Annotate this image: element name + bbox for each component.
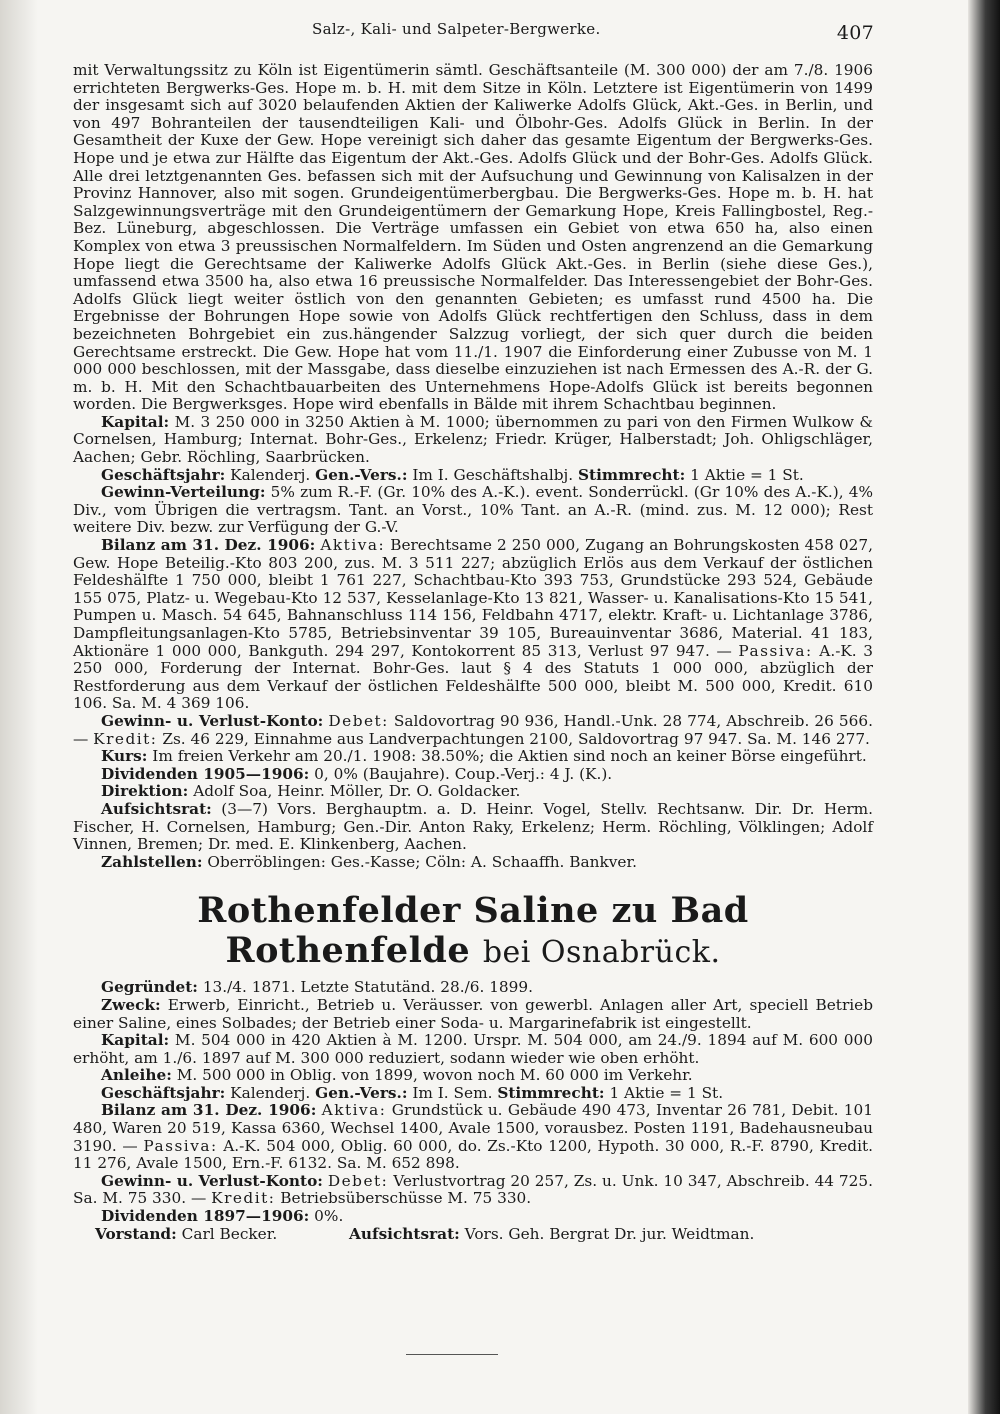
- stimmrecht-label-2: Stimmrecht:: [497, 1083, 605, 1102]
- geschaeftsjahr-label: Geschäftsjahr:: [101, 465, 226, 484]
- zweck-text: Erwerb, Einricht., Betrieb u. Veräusser. von gewerbl. Anlagen aller Art, speciell Betrieb einer Saline, eines Solbades; der Betrieb einer Soda- u. Margarinefabrik ist eingestellt.: [73, 995, 873, 1032]
- debet-text: Saldovortrag 90 936, Handl.-Unk. 28 774, Abschreib. 26 566. —: [73, 711, 873, 748]
- kredit-text: Zs. 46 229, Einnahme aus Landverpachtungen 2100, Saldovortrag 97 947. Sa. M. 146 277.: [162, 729, 870, 748]
- bilanz-label: Bilanz am 31. Dez. 1906:: [101, 536, 316, 555]
- gegruendet-entry: [73, 979, 873, 997]
- direktion-label: Direktion:: [101, 782, 189, 801]
- vorstand-text: Carl Becker.: [181, 1224, 278, 1243]
- zweck-entry: [73, 997, 873, 1032]
- dividenden-text-2: 0%.: [314, 1207, 344, 1226]
- geschaeftsjahr-text-2: Kalenderj.: [230, 1083, 311, 1102]
- guv-label: Gewinn- u. Verlust-Konto:: [101, 711, 324, 730]
- gen-vers-label-2: Gen.-Vers.:: [315, 1083, 408, 1102]
- aufsichtsrat-entry-2: [349, 1226, 754, 1244]
- gegruendet-text: 13./4. 1871. Letzte Statutänd. 28./6. 1899.: [202, 978, 533, 997]
- bilanz-entry-2: [73, 1102, 873, 1172]
- zahlstellen-label: Zahlstellen:: [101, 852, 203, 871]
- geschaeftsjahr-entry: [73, 467, 873, 485]
- bilanz-label-2: Bilanz am 31. Dez. 1906:: [101, 1101, 317, 1120]
- dividenden-text: 0, 0% (Baujahre). Coup.-Verj.: 4 J. (K.).: [314, 764, 613, 783]
- intro-paragraph: mit Verwaltungssitz zu Köln ist Eigentümerin sämtl. Geschäftsanteile (M. 300 000) der am 7./8. 1906 errichteten Bergwerks-Ges. Hope m. b. H. mit dem Sitze in Köln. Letztere ist Eigentümerin von 1499 der insgesamt sich auf 3020 belaufenden Aktien der Kaliwerke Adolfs Glück, Akt.-Ges. in Berlin, und von 497 Bohranteilen der tausendteiligen Kali- und Ölbohr-Ges. Adolfs Glück in Berlin. In der Gesamtheit der Kuxe der Gew. Hope vereinigt sich daher das gesamte Eigentum der Bergwerks-Ges. Hope und je etwa zur Hälfte das Eigentum der Akt.-Ges. Adolfs Glück und der Bohr-Ges. Adolfs Glück. Alle drei letztgenannten Ges. befassen sich mit der Aufsuchung und Gewinnung von Kalisalzen in der Provinz Hannover, also mit sogen. Grundeigentümerbergbau. Die Bergwerks-Ges. Hope m. b. H. hat Salzgewinnungsverträge mit den Grundeigentümern der Gemarkung Hope, Kreis Fallingbostel, Reg.-Bez. Lüneburg, abgeschlossen. Die Verträge umfassen ein Gebiet von etwa 650 ha, also einen Komplex von etwa 3 preussischen Normalfeldern. Im Süden und Osten angrenzend an die Gemarkung Hope liegt die Gerechtsame der Kaliwerke Adolfs Glück Akt.-Ges. in Berlin (siehe diese Ges.), umfassend etwa 3500 ha, also etwa 16 preussische Normalfelder. Das Interessengebiet der Bohr-Ges. Adolfs Glück liegt weiter östlich von den genannten Gebieten; es umfasst rund 4500 ha. Die Ergebnisse der Bohrungen Hope sowie von Adolfs Glück rechtfertigen den Schluss, dass in dem bezeichneten Bohrgebiet ein zus.hängender Salzzug vorliegt, der sich quer durch die beiden Gerechtsame erstreckt. Die Gew. Hope hat vom 11./1. 1907 die Einforderung einer Zubusse von M. 1 000 000 beschlossen, mit der Massgabe, dass dieselbe einzuziehen ist nach Ermessen des A.-R. der G. m. b. H. Mit den Schachtbauarbeiten des Unternehmens Hope-Adolfs Glück ist bereits begonnen worden. Die Bergwerksges. Hope wird ebenfalls in Bälde mit ihrem Schachtbau beginnen.: [73, 61, 873, 414]
- anleihe-label: Anleihe:: [101, 1066, 172, 1085]
- zahlstellen-entry: [73, 854, 873, 872]
- aktiva-text: Berechtsame 2 250 000, Zugang an Bohrungskosten 458 027, Gew. Hope Beteilig.-Kto 803 200, zus. M. 3 511 227; abzüglich Erlös aus dem Verkauf der östlichen Feldeshälfte 1 750 000, bleibt 1 761 227, Schachtbau-Kto 393 753, Grundstücke 293 524, Gebäude 155 075, Platz- u. Wegebau-Kto 12 537, Kesselanlage-Kto 13 821, Wasser- u. Kanalisations-Kto 15 541, Pumpen u. Masch. 54 645, Bahnanschluss 114 156, Feldbahn 4717, elektr. Kraft- u. Lichtanlage 3786, Dampfleitungsanlagen-Kto 5785, Betriebsinventar 39 105, Bureauinventar 3686, Material. 41 183, Aktionäre 1 000 000, Bankguth. 294 297, Kontokorrent 85 313, Verlust 97 947. —: [73, 536, 873, 660]
- aufsichtsrat-text: (3—7) Vors. Berghauptm. a. D. Heinr. Vogel, Stellv. Rechtsanw. Dir. Dr. Herm. Fischer, H. Cornelsen, Hamburg; Gen.-Dir. Anton Raky, Erkelenz; Herm. Röchling, Völklingen; Adolf Vinnen, Bremen; Dr. med. E. Klinkenberg, Aachen.: [73, 799, 873, 854]
- kapital-label-2: Kapital:: [101, 1031, 170, 1050]
- gen-vers-text-2: Im I. Sem.: [412, 1083, 493, 1102]
- passiva-text-2: A.-K. 504 000, Oblig. 60 000, do. Zs.-Kto 1200, Hypoth. 30 000, R.-F. 8790, Kredit. 11 276, Avale 1500, Ern.-F. 6132. Sa. M. 652 898.: [73, 1136, 873, 1173]
- passiva-text: A.-K. 3 250 000, Forderung der Internat. Bohr-Ges. laut § 4 des Statuts 1 000 000, abzüglich der Restforderung aus dem Verkauf der östlichen Feldeshälfte 500 000, bleibt M. 500 000, Kredit. 610 106. Sa. M. 4 369 106.: [73, 641, 873, 713]
- dividenden-label-2: Dividenden 1897—1906:: [101, 1207, 310, 1226]
- stimmrecht-text: 1 Aktie = 1 St.: [690, 465, 804, 484]
- gegruendet-label: Gegründet:: [101, 978, 198, 997]
- aufsichtsrat-entry: [73, 801, 873, 854]
- section-end-rule: [406, 1354, 498, 1355]
- direktion-text: Adolf Soa, Heinr. Möller, Dr. O. Goldacker.: [193, 782, 521, 801]
- guv-label-2: Gewinn- u. Verlust-Konto:: [101, 1171, 323, 1190]
- vorstand-label: Vorstand:: [95, 1224, 177, 1243]
- kapital-label: Kapital:: [101, 412, 170, 431]
- gewinn-verteilung-entry: [73, 484, 873, 537]
- geschaeftsjahr-label-2: Geschäftsjahr:: [101, 1083, 226, 1102]
- debet-text-2: Verlustvortrag 20 257, Zs. u. Unk. 10 347, Abschreib. 44 725. Sa. M. 75 330. —: [73, 1171, 873, 1208]
- zweck-label: Zweck:: [101, 995, 161, 1014]
- kapital-text-2: M. 504 000 in 420 Aktien à M. 1200. Urspr. M. 504 000, am 24./9. 1894 auf M. 600 000 erhöht, am 1./6. 1897 auf M. 300 000 reduziert, sodann wieder wie oben erhöht.: [73, 1031, 873, 1067]
- vorstand-entry: [95, 1226, 277, 1244]
- running-title: Salz-, Kali- und Salpeter-Bergwerke.: [312, 20, 601, 38]
- kurs-entry: [73, 748, 873, 766]
- page-left-edge: [0, 0, 38, 1414]
- geschaeftsjahr-text: Kalenderj.: [230, 465, 311, 484]
- vorstand-aufsichtsrat-line: [73, 1226, 873, 1244]
- direktion-entry: [73, 783, 873, 801]
- kurs-text: Im freien Verkehr am 20./1. 1908: 38.50%; die Aktien sind noch an keiner Börse eingeführt.: [152, 747, 867, 766]
- stimmrecht-label: Stimmrecht:: [578, 465, 686, 484]
- company-title: [73, 891, 873, 973]
- aktiva-text-2: Grundstück u. Gebäude 490 473, Inventar 26 781, Debit. 101 480, Waren 20 519, Kassa 6360, Wechsel 1400, Avale 1500, vorausbez. Posten 1191, Badehausneubau 3190. —: [73, 1101, 873, 1155]
- passiva-label: Passiva:: [738, 641, 813, 660]
- kredit-label: Kredit:: [93, 729, 158, 748]
- page-content: [73, 62, 873, 1244]
- company-name: Rothenfelder Saline zu Bad Rothenfelde: [197, 890, 749, 972]
- gen-vers-label: Gen.-Vers.:: [315, 465, 408, 484]
- dividenden-entry: [73, 766, 873, 784]
- aufsichtsrat-label-2: Aufsichtsrat:: [349, 1224, 460, 1243]
- aufsichtsrat-text-2: Vors. Geh. Bergrat Dr. jur. Weidtman.: [464, 1224, 755, 1243]
- entry-continued: [73, 62, 873, 871]
- kapital-entry-2: [73, 1032, 873, 1067]
- kapital-text: M. 3 250 000 in 3250 Aktien à M. 1000; übernommen zu pari von den Firmen Wulkow & Cornelsen, Hamburg; Internat. Bohr-Ges., Erkelenz; Friedr. Krüger, Halberstadt; Joh. Ohligschläger, Aachen; Gebr. Röchling, Saarbrücken.: [73, 412, 873, 467]
- gen-vers-text: Im I. Geschäftshalbj.: [412, 465, 574, 484]
- aktiva-label: Aktiva:: [320, 536, 386, 555]
- aktiva-label-2: Aktiva:: [321, 1101, 387, 1120]
- kredit-label-2: Kredit:: [211, 1189, 276, 1208]
- geschaeftsjahr-entry-2: [73, 1085, 873, 1103]
- page-number: 407: [836, 22, 874, 44]
- dividenden-entry-2: [73, 1208, 873, 1226]
- debet-label: Debet:: [328, 711, 389, 730]
- gewinn-verteilung-label: Gewinn-Verteilung:: [101, 483, 266, 502]
- anleihe-entry: [73, 1067, 873, 1085]
- gewinn-verteilung-text: 5% zum R.-F. (Gr. 10% des A.-K.). event. Sonderrückl. (Gr 10% des A.-K.), 4% Div., vom Übrigen die vertragsm. Tant. an Vorst., 10% Tant. an A.-R. (mind. zus. M. 12 000); Rest weitere Div. bezw. zur Verfügung der G.-V.: [73, 483, 873, 537]
- kredit-text-2: Betriebsüberschüsse M. 75 330.: [280, 1189, 532, 1208]
- company-location: bei Osnabrück.: [482, 935, 721, 971]
- page-right-edge: [968, 0, 1000, 1414]
- guv-entry-2: [73, 1173, 873, 1208]
- dividenden-label: Dividenden 1905—1906:: [101, 764, 310, 783]
- anleihe-text: M. 500 000 in Oblig. von 1899, wovon noch M. 60 000 im Verkehr.: [176, 1066, 693, 1085]
- kapital-entry: [73, 414, 873, 467]
- aufsichtsrat-label: Aufsichtsrat:: [101, 799, 212, 818]
- zahlstellen-text: Oberröblingen: Ges.-Kasse; Cöln: A. Schaaffh. Bankver.: [207, 852, 637, 871]
- kurs-label: Kurs:: [101, 747, 148, 766]
- entry-rothenfelder-saline: [73, 891, 873, 1243]
- passiva-label-2: Passiva:: [143, 1136, 218, 1155]
- stimmrecht-text-2: 1 Aktie = 1 St.: [609, 1083, 724, 1102]
- bilanz-entry: [73, 537, 873, 713]
- guv-entry: [73, 713, 873, 748]
- debet-label-2: Debet:: [327, 1171, 389, 1190]
